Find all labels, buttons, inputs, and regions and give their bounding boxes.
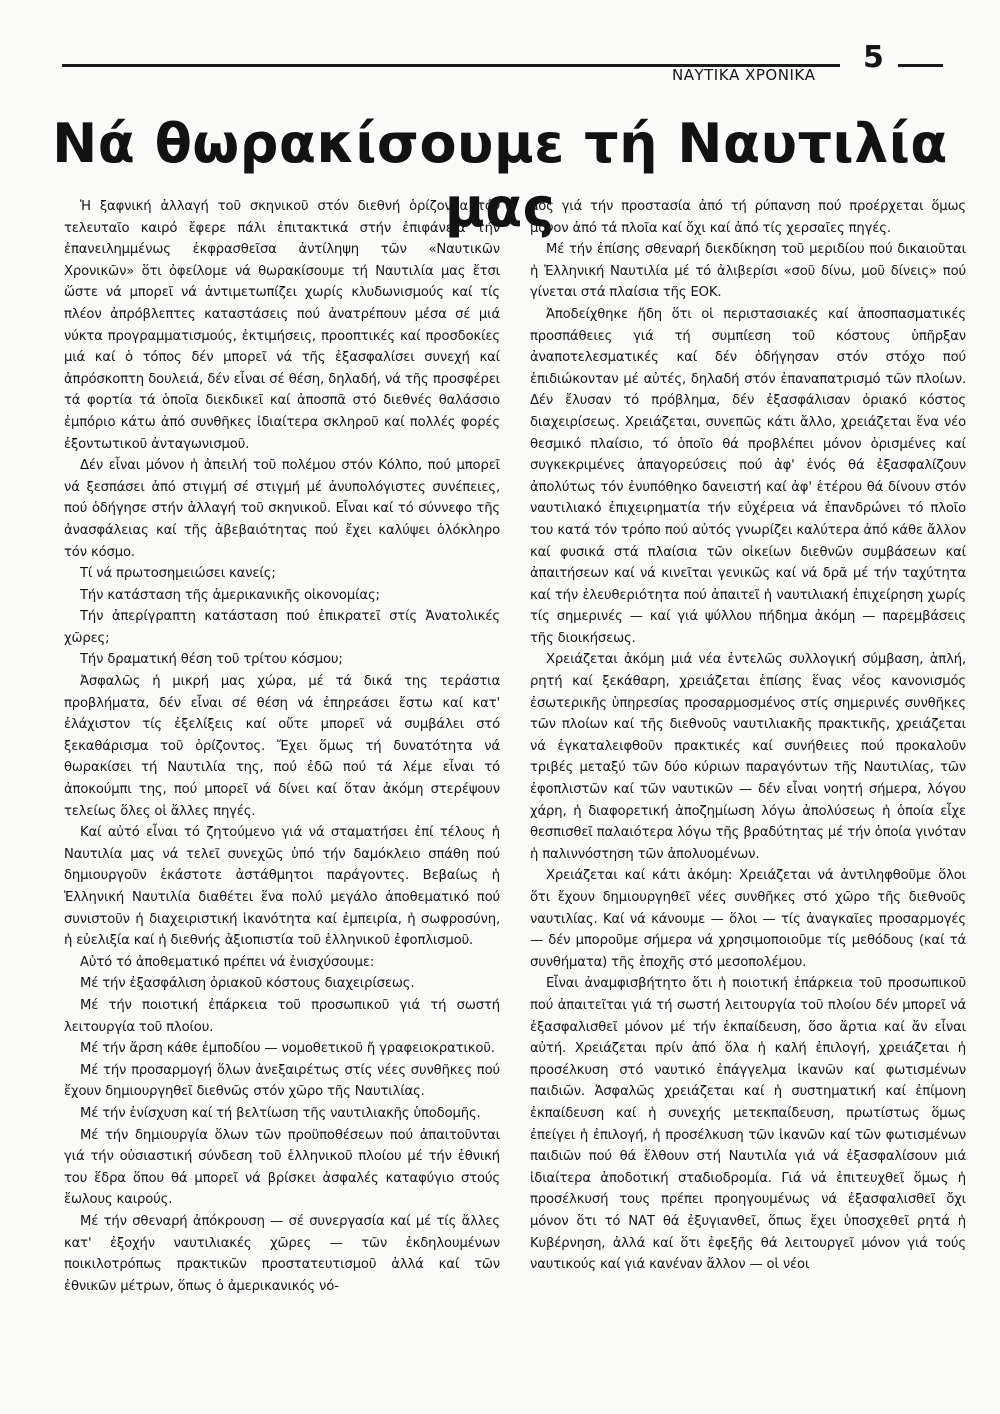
header-rule-right (898, 64, 943, 67)
paragraph: Ἀποδείχθηκε ἤδη ὅτι οἱ περιστασιακές καί ἀποσπασματικές προσπάθειες γιά τή συμπίεση τοῦ κόστους ὑπῆρξαν ἀναποτελεσματικές καί δέν ὁδήγησαν στόν στόχο πού ἐπιδιώκονταν μέ αὐτές, δηλαδή στόν ἐπαναπατρισμό τῶν πλοίων. Δέν ἔλυσαν τό πρόβλημα, δέν ἐξασφάλισαν ὀριακό κόστος διαχειρίσεως. Χρειάζεται, συνεπῶς κάτι ἄλλο, χρειάζεται ἕνα νέο θεσμικό πλαίσιο, τό ὁποῖο θά προβλέπει μόνον ὁρισμένες καί συγκεκριμένες ἀπαγορεύσεις πού ἀφ' ἑνός θά ἐξασφαλίζουν ἀπολύτως τόν ἐνυπόθηκο δανειστή καί ἀφ' ἑτέρου θά δίνουν στόν ναυτιλιακό ἐπιχειρηματία τήν εὐχέρεια νά ἐπανδρώνει τό πλοῖο του κατά τόν τρόπο πού αὐτός γνωρίζει καλύτερα ἀπό κάθε ἄλλον καί φυσικά στά πλαίσια τῶν οἰκείων διεθνῶν συμβάσεων καί ἀπαιτήσεων καί νά κινεῖται γενικῶς καί νά δρᾶ μέ τήν ταχύτητα καί τήν ἐλευθεριότητα πού ἀπαιτεῖ ἡ ναυτιλιακή ἐπιχείρηση χωρίς τίς σημερινές — καί γιά ψύλλου πήδημα ἀκόμη — παρεμβάσεις τῆς διοικήσεως. (530, 306, 966, 646)
paragraph: Μέ τήν προσαρμογή ὅλων ἀνεξαιρέτως στίς νέες συνθῆκες πού ἔχουν δημιουργηθεῖ διεθνῶς στόν χῶρο τῆς Ναυτιλίας. (64, 1062, 500, 1100)
paragraph: Μέ τήν ποιοτική ἐπάρκεια τοῦ προσωπικοῦ γιά τή σωστή λειτουργία τοῦ πλοίου. (64, 997, 500, 1035)
paragraph: Τήν κατάσταση τῆς ἀμερικανικῆς οἰκονομίας; (80, 587, 380, 603)
paragraph: Δέν εἶναι μόνον ἡ ἀπειλή τοῦ πολέμου στόν Κόλπο, πού μπορεῖ νά ξεσπάσει ἀπό στιγμή σέ στιγμή μέ ἀνυπολόγιστες συνέπειες, πού ὁδήγησε στήν ἀλλαγή τοῦ σκηνικοῦ. Εἶναι καί τό σύννεφο τῆς ἀνασφάλειας καί τῆς ἀβεβαιότητας πού ἔχει καλύψει ὁλόκληρο τόν κόσμο. (64, 458, 500, 560)
left-column (64, 196, 500, 1297)
paragraph: Μέ τήν σθεναρή ἀπόκρουση — σέ συνεργασία καί μέ τίς ἄλλες κατ' ἐξοχήν ναυτιλιακές χῶρες — τῶν ἐκδηλουμένων ποικιλοτρόπως πρακτικῶν προστατευτισμοῦ ἀλλά καί τῶν ἐθνικῶν μέτρων, ὅπως ὁ ἀμερικανικός νό- (64, 1213, 500, 1294)
paragraph: Μέ τήν ἐνίσχυση καί τή βελτίωση τῆς ναυτιλιακῆς ὑποδομῆς. (80, 1105, 481, 1121)
article-title: Νά θωρακίσουμε τή Ναυτιλία μας (52, 112, 948, 239)
paragraph: Ἀσφαλῶς ἡ μικρή μας χώρα, μέ τά δικά της τεράστια προβλήματα, δέν εἶναι σέ θέση νά ἐπηρεάσει ἔστω καί κατ' ἐλάχιστον τίς ἐξελίξεις καί οὔτε μπορεῖ νά συμβάλει στό ξεκαθάρισμα τοῦ ὁρίζοντος. Ἔχει ὅμως τή δυνατότητα νά θωρακίσει τή Ναυτιλία της, πού ἐδῶ πού τά λέμε εἶναι τό ἀποκούμπι της, πού μπορεῖ νά δίνει καί ὅταν ἀκόμη στερέψουν τελείως ὅλες οἱ ἄλλες πηγές. (64, 674, 500, 819)
paragraph: Εἶναι ἀναμφισβήτητο ὅτι ἡ ποιοτική ἐπάρκεια τοῦ προσωπικοῦ πού ἀπαιτεῖται γιά τή σωστή λειτουργία τοῦ πλοίου δέν μπορεῖ νά ἐξασφαλισθεῖ μόνον μέ τήν ἐκπαίδευση, ὅσο ἄρτια καί ἄν εἶναι αὐτή. Χρειάζεται πρίν ἀπό ὅλα ἡ καλή ἐπιλογή, χρειάζεται ἡ προσέλκυση στό ναυτικό ἐπάγγελμα ἱκανῶν καί φωτισμένων παιδιῶν. Ἀσφαλῶς χρειάζεται καί ἡ συστηματική καί ἐπίμονη ἐκπαίδευση καί ἡ συνεχής μετεκπαίδευση, πρωτίστως ὅμως ἐπείγει ἡ ἐπιλογή, ἡ προσέλκυση τῶν ἱκανῶν καί τῶν φωτισμένων παιδιῶν πού θά ἔλθουν στή Ναυτιλία γιά νά ἐξασφαλίσουν μιά ἰδιαίτερα ἀποδοτική σταδιοδρομία. Γιά νά ἐπιτευχθεῖ ὅμως ἡ προσέλκυσή τους πρέπει προηγουμένως νά ἐξασφαλισθεῖ ὄχι μόνον ὅτι τό ΝΑΤ θά ἐξυγιανθεῖ, ὅπως ἔχει ὑποσχεθεῖ ρητά ἡ Κυβέρνηση, ἀλλά καί ὅτι ἐφεξῆς θά λειτουργεῖ μόνον γιά τούς ναυτικούς καί γιά κανέναν ἄλλον — οἱ νέοι (530, 976, 966, 1273)
paragraph: μος γιά τήν προστασία ἀπό τή ρύπανση πού προέρχεται ὅμως μόνον ἀπό τά πλοῖα καί ὄχι καί ἀπό τίς χερσαῖες πηγές. (530, 199, 966, 236)
paragraph: Τήν ἀπερίγραπτη κατάσταση πού ἐπικρατεῖ στίς Ἀνατολικές χῶρες; (64, 609, 500, 646)
paragraph: Τί νά πρωτοσημειώσει κανείς; (80, 566, 276, 582)
paragraph: Καί αὐτό εἶναι τό ζητούμενο γιά νά σταματήσει ἐπί τέλους ἡ Ναυτιλία μας νά τελεῖ συνεχῶς ὑπό τήν δαμόκλειο σπάθη πού δημιουργοῦν ἑκάστοτε ἀστάθμητοι παράγοντες. Βεβαίως ἡ Ἑλληνική Ναυτιλία διαθέτει ἕνα πολύ μεγάλο ἀποθεματικό πού συνιστοῦν ἡ διαχειριστική ἱκανότητα καί ἐμπειρία, ἡ σωφροσύνη, ἡ εὐελιξία καί ἡ διεθνής ἀξιοπιστία τοῦ ἑλληνικοῦ ἐφοπλισμοῦ. (64, 825, 500, 949)
paragraph: Μέ τήν ἐξασφάλιση ὀριακοῦ κόστους διαχειρίσεως. (80, 976, 415, 992)
paragraph: Αὐτό τό ἀποθεματικό πρέπει νά ἐνισχύσουμε: (80, 954, 375, 970)
paragraph: Χρειάζεται ἀκόμη μιά νέα ἐντελῶς συλλογική σύμβαση, ἁπλή, ρητή καί ξεκάθαρη, χρειάζεται ἐπίσης ἕνας νέος κανονισμός ἐσωτερικῆς ὑπηρεσίας προσαρμοσμένος στίς σημερινές συνθῆκες τῶν πλοίων καί τῆς διεθνοῦς ναυτιλιακῆς πρακτικῆς, χρειάζεται νά ἐγκαταλειφθοῦν πρακτικές καί συνήθειες πού προκαλοῦν τριβές μεταξύ τῶν δύο κύριων παραγόντων τῆς Ναυτιλίας, τῶν ἐφοπλιστῶν καί τῶν ναυτικῶν — δέν εἶναι νοητή σήμερα, λόγου χάρη, ἡ διαφορετική ἀποζημίωση λόγω ἀπολύσεως ἡ ὁποία εἶχε θεσπισθεῖ παλαιότερα λόγω τῆς βραδύτητας μέ τήν ὁποία γινόταν ἡ παλιννόστηση τῶν ἀπολυομένων. (530, 652, 966, 862)
running-head: ΝΑΥΤΙΚΑ ΧΡΟΝΙΚΑ (672, 66, 816, 84)
paragraph: Μέ τήν δημιουργία ὅλων τῶν προϋποθέσεων πού ἀπαιτοῦνται γιά τήν οὐσιαστική σύνδεση τοῦ ἑλληνικοῦ πλοίου μέ τήν ἐθνική του ἕδρα ὅπου θά μπορεῖ νά βρίσκει ἀσφαλές καταφύγιο στούς ἔωλους καιρούς. (64, 1127, 500, 1208)
paragraph: Τήν δραματική θέση τοῦ τρίτου κόσμου; (80, 652, 343, 668)
paragraph: Ἡ ξαφνική ἀλλαγή τοῦ σκηνικοῦ στόν διεθνή ὁρίζοντα τόν τελευταῖο καιρό ἔφερε πάλι ἐπιτακτικά στήν ἐπιφάνεια τήν ἐπανειλημμένως ἐκφρασθεῖσα ἀντίληψη τῶν «Ναυτικῶν Χρονικῶν» ὅτι ὀφείλομε νά θωρακίσουμε τή Ναυτιλία μας ἔτσι ὥστε νά μπορεῖ νά ἀντιμετωπίζει χωρίς κλυδωνισμούς καί τίς πλέον ἀπρόβλεπτες καταστάσεις πού ἀνατρέπουν μέσα σέ μιά νύκτα προγραμματισμούς, ἐκτιμήσεις, προοπτικές καί προσδοκίες μιά καί ὁ τόπος δέν μπορεῖ νά τῆς ἐξασφαλίσει συνεχή καί ἀπρόσκοπτη δουλειά, δέν εἶναι σέ θέση, δηλαδή, νά τῆς προσφέρει τά φορτία τά ὁποῖα διεκδικεῖ καί ἀποσπᾶ στό διεθνές θαλάσσιο ἐμπόριο κάτω ἀπό συνθῆκες ἰδιαίτερα σκληροῦ καί πολλές φορές ἐξοντωτικοῦ ἀνταγωνισμοῦ. (64, 199, 500, 452)
right-column (530, 196, 966, 1276)
paragraph: Μέ τήν ἄρση κάθε ἐμποδίου — νομοθετικοῦ ἤ γραφειοκρατικοῦ. (80, 1041, 495, 1057)
page-number: 5 (863, 40, 884, 75)
paragraph: Χρειάζεται καί κάτι ἀκόμη: Χρειάζεται νά ἀντιληφθοῦμε ὅλοι ὅτι ἔχουν δημιουργηθεῖ νέες συνθῆκες στό χῶρο τῆς διεθνοῦς ναυτιλίας. Καί νά κάνουμε — ὅλοι — τίς ἀναγκαῖες προσαρμογές — δέν μποροῦμε σήμερα νά χρησιμοποιοῦμε τίς μεθόδους (καί τά συνθήματα) τῆς ἐποχῆς στό μεσοπολέμου. (530, 868, 966, 970)
paragraph: Μέ τήν ἐπίσης σθεναρή διεκδίκηση τοῦ μεριδίου πού δικαιοῦται ἡ Ἑλληνική Ναυτιλία μέ τό ἀλιβερίσι «σοῦ δίνω, μοῦ δίνεις» πού γίνεται στά πλαίσια τῆς ΕΟΚ. (530, 242, 966, 301)
